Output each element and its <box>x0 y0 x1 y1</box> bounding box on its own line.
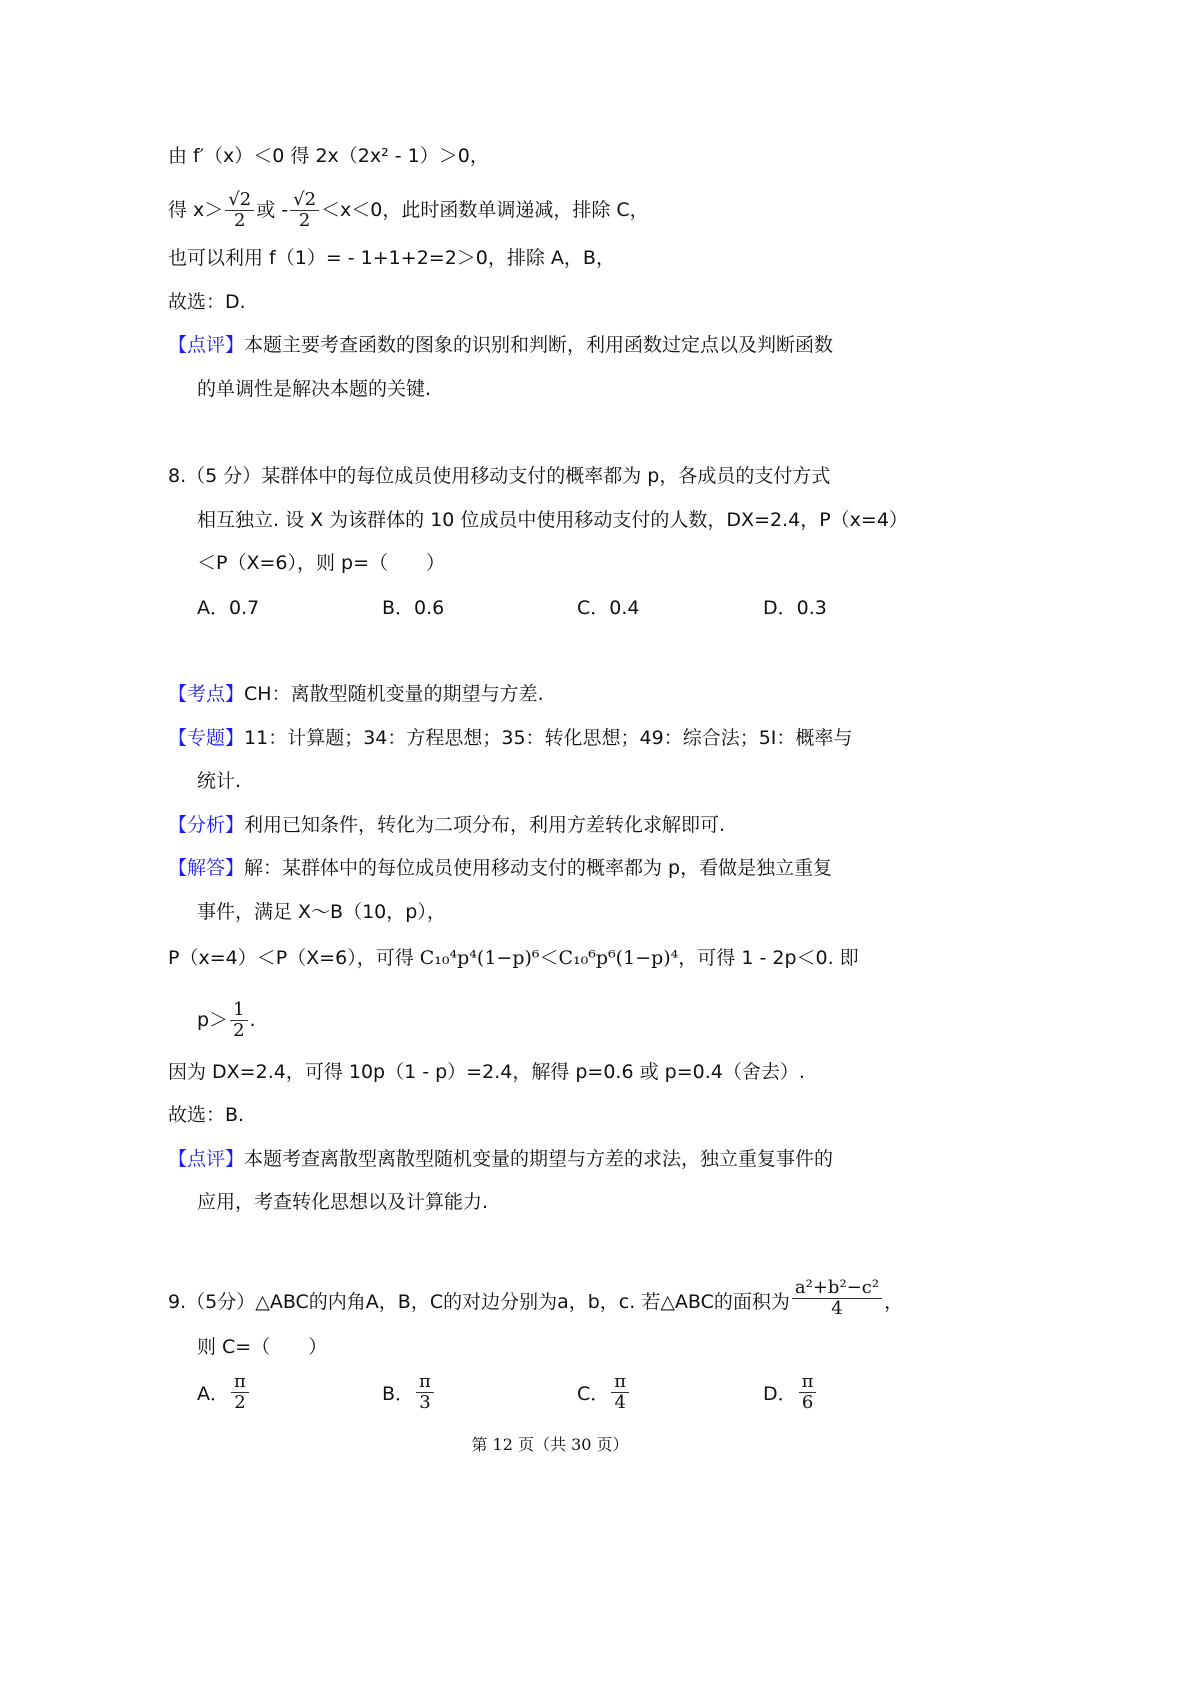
fraction <box>231 1372 249 1413</box>
text-line <box>197 1000 256 1041</box>
option-label: C． <box>577 1383 610 1405</box>
text-line: 故选：D. <box>168 291 246 313</box>
text: 9.（5分）△ABC的内角A，B，C的对边分别为a，b，c. 若△ABC的面积为 <box>168 1291 790 1313</box>
denominator: 2 <box>298 210 311 231</box>
numerator: π <box>611 1372 629 1393</box>
text-line <box>168 190 649 231</box>
option-b <box>382 1372 436 1413</box>
fraction <box>290 190 319 231</box>
kaodian <box>168 680 544 708</box>
text-line: 因为 DX=2.4，可得 10p（1 - p）=2.4，解得 p=0.6 或 p=0.4（舍去）. <box>168 1061 805 1083</box>
text-line: 统计. <box>197 770 242 792</box>
text-line: 应用，考查转化思想以及计算能力. <box>197 1191 489 1213</box>
numerator: a²+b²−c² <box>792 1278 882 1299</box>
text-line: 事件，满足 X～B（10，p）， <box>197 901 446 923</box>
option-label: D． <box>763 1383 797 1405</box>
fraction <box>225 190 254 231</box>
fraction-half <box>230 1000 247 1041</box>
numerator: π <box>799 1372 817 1393</box>
formula: C₁₀⁴p⁴(1−p)⁶＜C₁₀⁶p⁶(1−p)⁴ <box>419 947 679 969</box>
denominator: 3 <box>419 1392 431 1413</box>
comment-tag: 【点评】 <box>168 334 245 356</box>
kaodian-tag: 【考点】 <box>168 683 245 705</box>
option-a <box>197 1372 251 1413</box>
text-line: 则 C=（ ） <box>197 1336 328 1358</box>
comment <box>168 331 833 359</box>
fenxi <box>168 811 725 839</box>
option-d: D．0.3 <box>763 597 827 619</box>
option-a: A．0.7 <box>197 597 260 619</box>
text: ，可得 1 - 2p＜0. 即 <box>678 947 859 969</box>
option-c <box>577 1372 631 1413</box>
text-line: 由 f′（x）＜0 得 2x（2x² - 1）＞0， <box>168 145 489 167</box>
zhuanti <box>168 724 852 752</box>
text: CH：离散型随机变量的期望与方差. <box>244 683 544 705</box>
denominator: 2 <box>233 1020 245 1041</box>
text: 本题考查离散型离散型随机变量的期望与方差的求法，独立重复事件的 <box>244 1148 834 1170</box>
text: . <box>249 1009 256 1031</box>
comment <box>168 1145 833 1173</box>
text-line: 也可以利用 f（1）= - 1+1+2=2＞0，排除 A，B， <box>168 247 615 269</box>
fraction <box>416 1372 434 1413</box>
fenxi-tag: 【分析】 <box>168 814 245 836</box>
denominator: 4 <box>614 1392 626 1413</box>
option-c: C．0.4 <box>577 597 640 619</box>
fraction <box>611 1372 629 1413</box>
page-footer: 第 12 页（共 30 页） <box>471 1435 629 1454</box>
fraction <box>799 1372 817 1413</box>
text: 得 x＞ <box>168 199 224 221</box>
question-9-stem <box>168 1277 904 1323</box>
text: 本题主要考查函数的图象的识别和判断，利用函数过定点以及判断函数 <box>244 334 834 356</box>
denominator: 6 <box>801 1392 814 1413</box>
denominator: 2 <box>234 1392 246 1413</box>
option-label: B． <box>382 1383 415 1405</box>
text: 11：计算题；34：方程思想；35：转化思想；49：综合法；5I：概率与 <box>244 727 853 749</box>
text: ， <box>884 1291 904 1313</box>
text: p＞ <box>197 1009 229 1031</box>
numerator: √2 <box>225 190 254 211</box>
area-fraction <box>792 1278 882 1319</box>
numerator: 1 <box>230 1000 247 1021</box>
option-b: B．0.6 <box>382 597 445 619</box>
question-8-stem: 8.（5 分）某群体中的每位成员使用移动支付的概率都为 p，各成员的支付方式 <box>168 465 831 487</box>
denominator: 2 <box>234 210 246 231</box>
text: 利用已知条件，转化为二项分布，利用方差转化求解即可. <box>244 814 726 836</box>
text-line: 相互独立. 设 X 为该群体的 10 位成员中使用移动支付的人数，DX=2.4，P（x=4） <box>197 509 908 531</box>
text-line <box>168 944 859 972</box>
comment-tag: 【点评】 <box>168 1148 245 1170</box>
numerator: π <box>231 1372 249 1393</box>
text: 或 - <box>256 199 289 221</box>
text: P（x=4）＜P（X=6），可得 <box>168 947 420 969</box>
jieda-tag: 【解答】 <box>168 857 245 879</box>
numerator: π <box>416 1372 434 1393</box>
text: 解：某群体中的每位成员使用移动支付的概率都为 p，看做是独立重复 <box>244 857 833 879</box>
text-line: 的单调性是解决本题的关键. <box>197 378 432 400</box>
denominator: 4 <box>831 1298 843 1319</box>
text: ＜x＜0，此时函数单调递减，排除 C， <box>321 199 649 221</box>
numerator: √2 <box>290 190 319 211</box>
jieda <box>168 854 832 882</box>
option-label: A． <box>197 1383 229 1405</box>
option-d <box>763 1372 818 1413</box>
text-line: ＜P（X=6），则 p=（ ） <box>197 552 446 574</box>
text-line: 故选：B. <box>168 1104 245 1126</box>
zhuanti-tag: 【专题】 <box>168 727 245 749</box>
